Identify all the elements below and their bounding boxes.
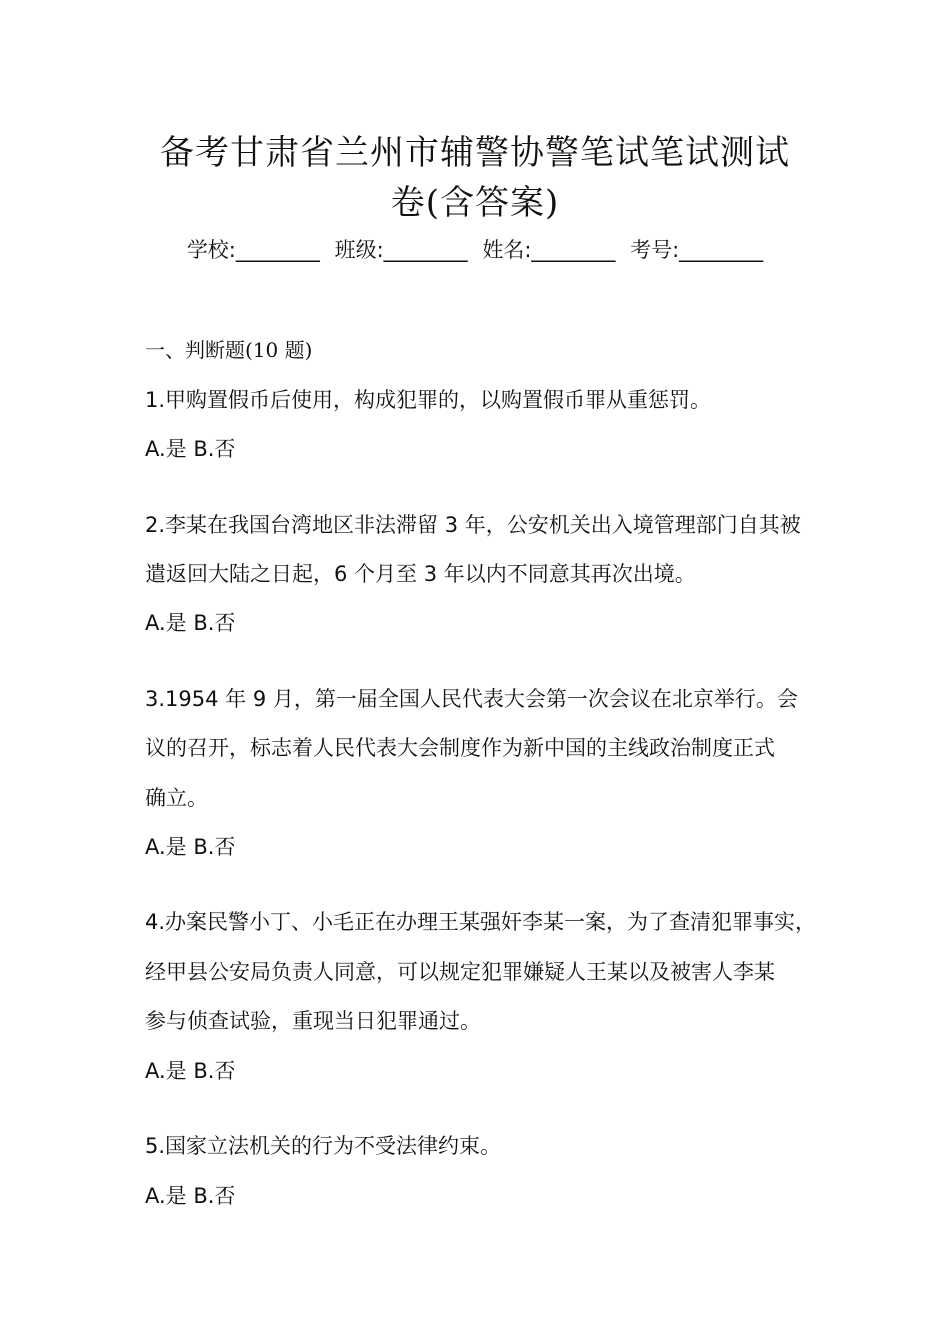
document-title-line-2: 卷(含答案): [390, 183, 560, 223]
question-5-options: A.是 B.否: [145, 1184, 236, 1208]
question-4-line-2: 经甲县公安局负责人同意，可以规定犯罪嫌疑人王某以及被害人李某: [145, 960, 775, 984]
exam-number-field: 考号:________: [630, 238, 764, 262]
class-field: 班级:________: [334, 238, 468, 262]
school-field: 学校:________: [186, 238, 320, 262]
question-1-options: A.是 B.否: [145, 437, 236, 461]
question-1-line-1: 1.甲购置假币后使用，构成犯罪的，以购置假币罪从重惩罚。: [145, 388, 712, 412]
question-3-line-1: 3.1954 年 9 月，第一届全国人民代表大会第一次会议在北京举行。会: [145, 687, 798, 711]
section-heading: 一、判断题(10 题): [145, 338, 313, 362]
question-3-line-2: 议的召开，标志着人民代表大会制度作为新中国的主线政治制度正式: [145, 736, 775, 760]
question-4-line-1: 4.办案民警小丁、小毛正在办理王某强奸李某一案，为了查清犯罪事实，: [145, 910, 817, 934]
question-4-options: A.是 B.否: [145, 1059, 236, 1083]
question-2-options: A.是 B.否: [145, 611, 236, 635]
question-3-line-3: 确立。: [145, 786, 208, 810]
student-info-line: [0, 235, 950, 265]
name-field: 姓名:________: [482, 238, 616, 262]
question-5-line-1: 5.国家立法机关的行为不受法律约束。: [145, 1134, 502, 1158]
question-3-options: A.是 B.否: [145, 835, 236, 859]
question-2-line-1: 2.李某在我国台湾地区非法滞留 3 年，公安机关出入境管理部门自其被: [145, 513, 801, 537]
document-title-line-1: 备考甘肃省兰州市辅警协警笔试笔试测试: [160, 133, 790, 173]
question-2-line-2: 遣返回大陆之日起，6 个月至 3 年以内不同意其再次出境。: [145, 562, 696, 586]
question-4-line-3: 参与侦查试验，重现当日犯罪通过。: [145, 1009, 481, 1033]
